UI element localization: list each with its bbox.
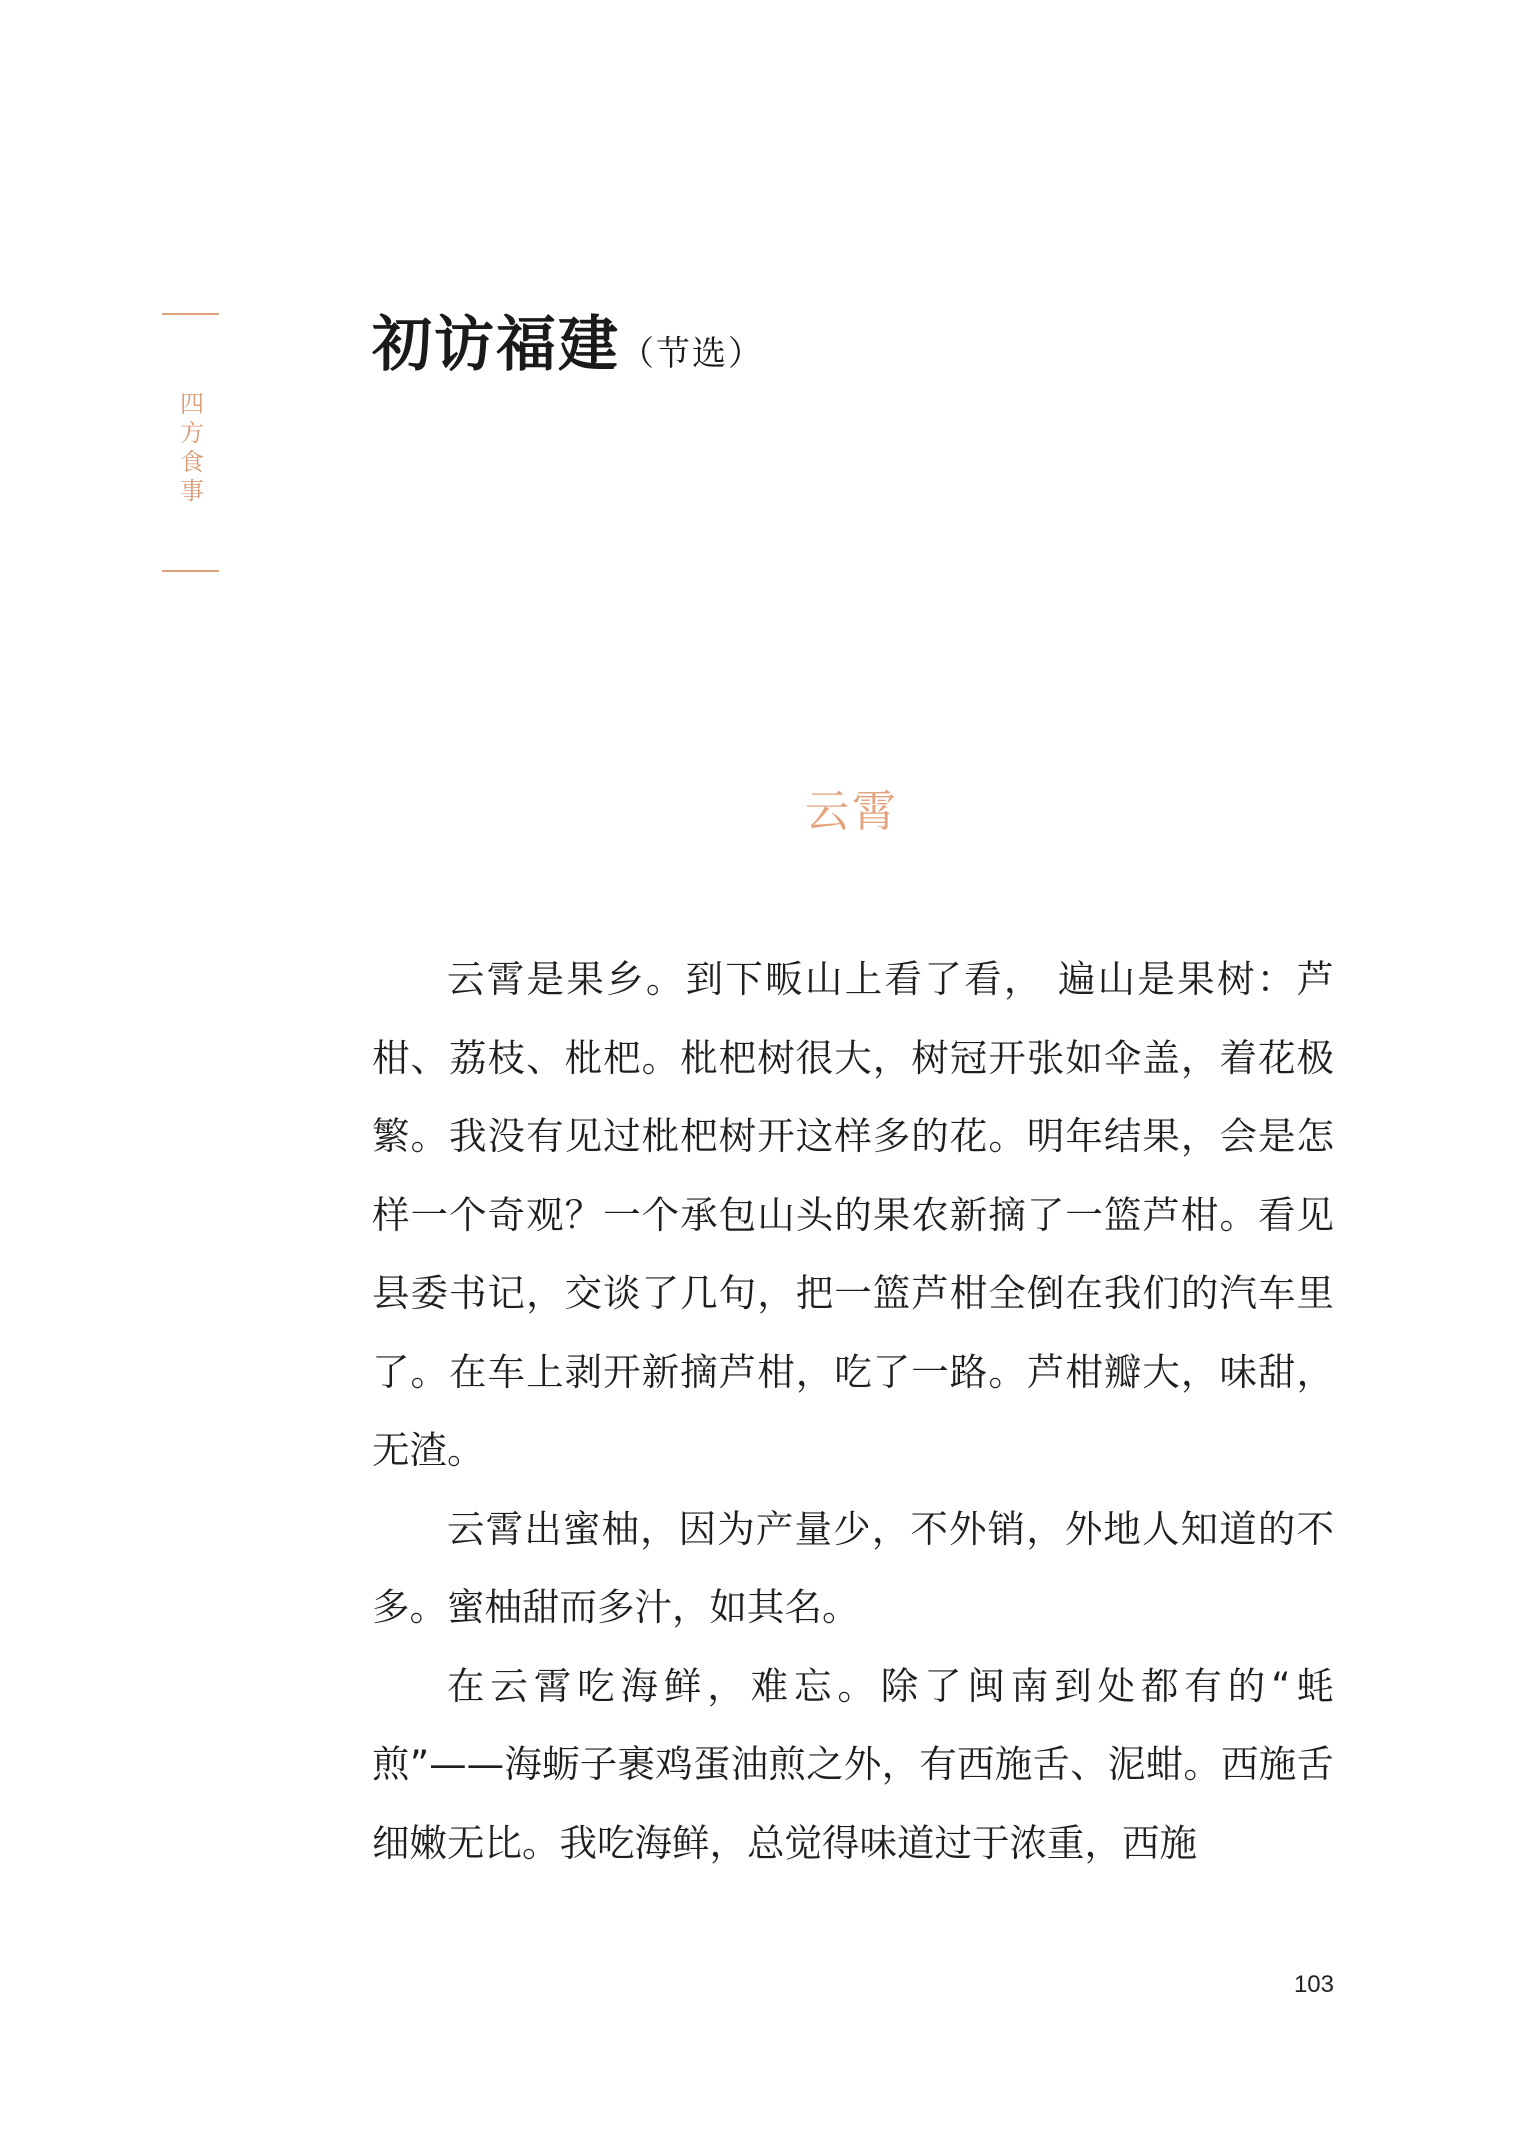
chapter-title: [372, 305, 764, 400]
section-label-char: 事: [180, 477, 204, 505]
body-text: [372, 940, 1334, 1882]
running-section-label: [175, 390, 209, 506]
chapter-title-main: 初访福建: [372, 310, 620, 380]
section-label-char: 方: [180, 419, 204, 447]
paragraph: 云霄是果乡。到下畈山上看了看， 遍山是果树：芦柑、荔枝、枇杷。枇杷树很大，树冠开张如伞盖，着花极繁。我没有见过枇杷树开这样多的花。明年结果，会是怎样一个奇观？一个承包山头的果农新摘了一篮芦柑。看见县委书记，交谈了几句，把一篮芦柑全倒在我们的汽车里了。在车上剥开新摘芦柑，吃了一路。芦柑瓣大，味甜，无渣。: [372, 957, 1334, 1472]
side-rule-top: [162, 313, 219, 315]
chapter-title-subtitle: （节选）: [620, 334, 764, 374]
paragraph: 在云霄吃海鲜，难忘。除了闽南到处都有的“蚝煎”——海蛎子裹鸡蛋油煎之外，有西施舌、泥蚶。西施舌细嫩无比。我吃海鲜，总觉得味道过于浓重，西施: [372, 1663, 1334, 1865]
paragraph: 云霄出蜜柚，因为产量少，不外销，外地人知道的不多。蜜柚甜而多汁，如其名。: [372, 1506, 1334, 1629]
section-label-char: 四: [180, 390, 204, 418]
page-number: 103: [1293, 1971, 1334, 1998]
section-label-char: 食: [180, 448, 204, 476]
side-rule-bottom: [162, 570, 219, 572]
section-heading: 云霄: [805, 786, 899, 837]
